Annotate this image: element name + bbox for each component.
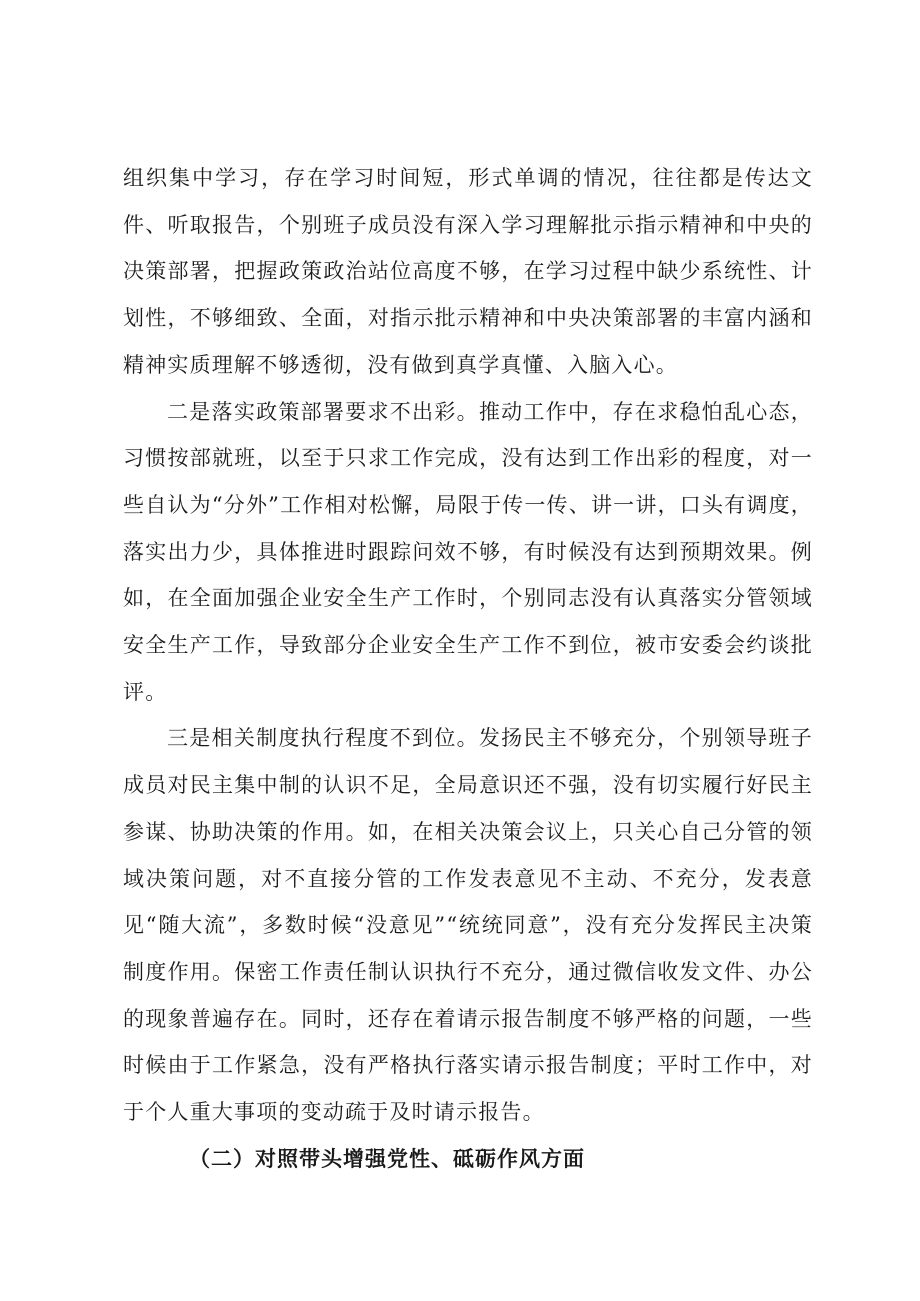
section-heading: （二）对照带头增强党性、砥砺作风方面 [189,1146,585,1171]
paragraph-system-execution: 三是相关制度执行程度不到位。发扬民主不够充分，个别领导班子成员对民主集中制的认识不足，全局意识还不强，没有切实履行好民主参谋、协助决策的作用。如，在相关决策会议上，只关心自己分管的领域决策问题，对不直接分管的工作发表意见不主动、不充分，发表意见“随大流”，多数时候“没意见”“统统同意”，没有充分发挥民主决策制度作用。保密工作责任制认识执行不充分，通过微信收发文件、办公的现象普遍存在。同时，还存在着请示报告制度不够严格的问题，一些时候由于工作紧急，没有严格执行落实请示报告制度；平时工作中，对于个人重大事项的变动疏于及时请示报告。 [123,726,813,1125]
paragraph-policy-implementation: 二是落实政策部署要求不出彩。推动工作中，存在求稳怕乱心态，习惯按部就班，以至于只求工作完成，没有达到工作出彩的程度，对一些自认为“分外”工作相对松懈，局限于传一传、讲一讲，口头有调度，落实出力少，具体推进时跟踪问效不够，有时候没有达到预期效果。例如，在全面加强企业安全生产工作时，个别同志没有认真落实分管领域安全生产工作，导致部分企业安全生产工作不到位，被市安委会约谈批评。 [123,399,813,704]
document-page [123,155,813,1182]
paragraph-continuation: 组织集中学习，存在学习时间短，形式单调的情况，往往都是传达文件、听取报告，个别班子成员没有深入学习理解批示指示精神和中央的决策部署，把握政策政治站位高度不够，在学习过程中缺少系统性、计划性，不够细致、全面，对指示批示精神和中央决策部署的丰富内涵和精神实质理解不够透彻，没有做到真学真懂、入脑入心。 [123,166,813,377]
